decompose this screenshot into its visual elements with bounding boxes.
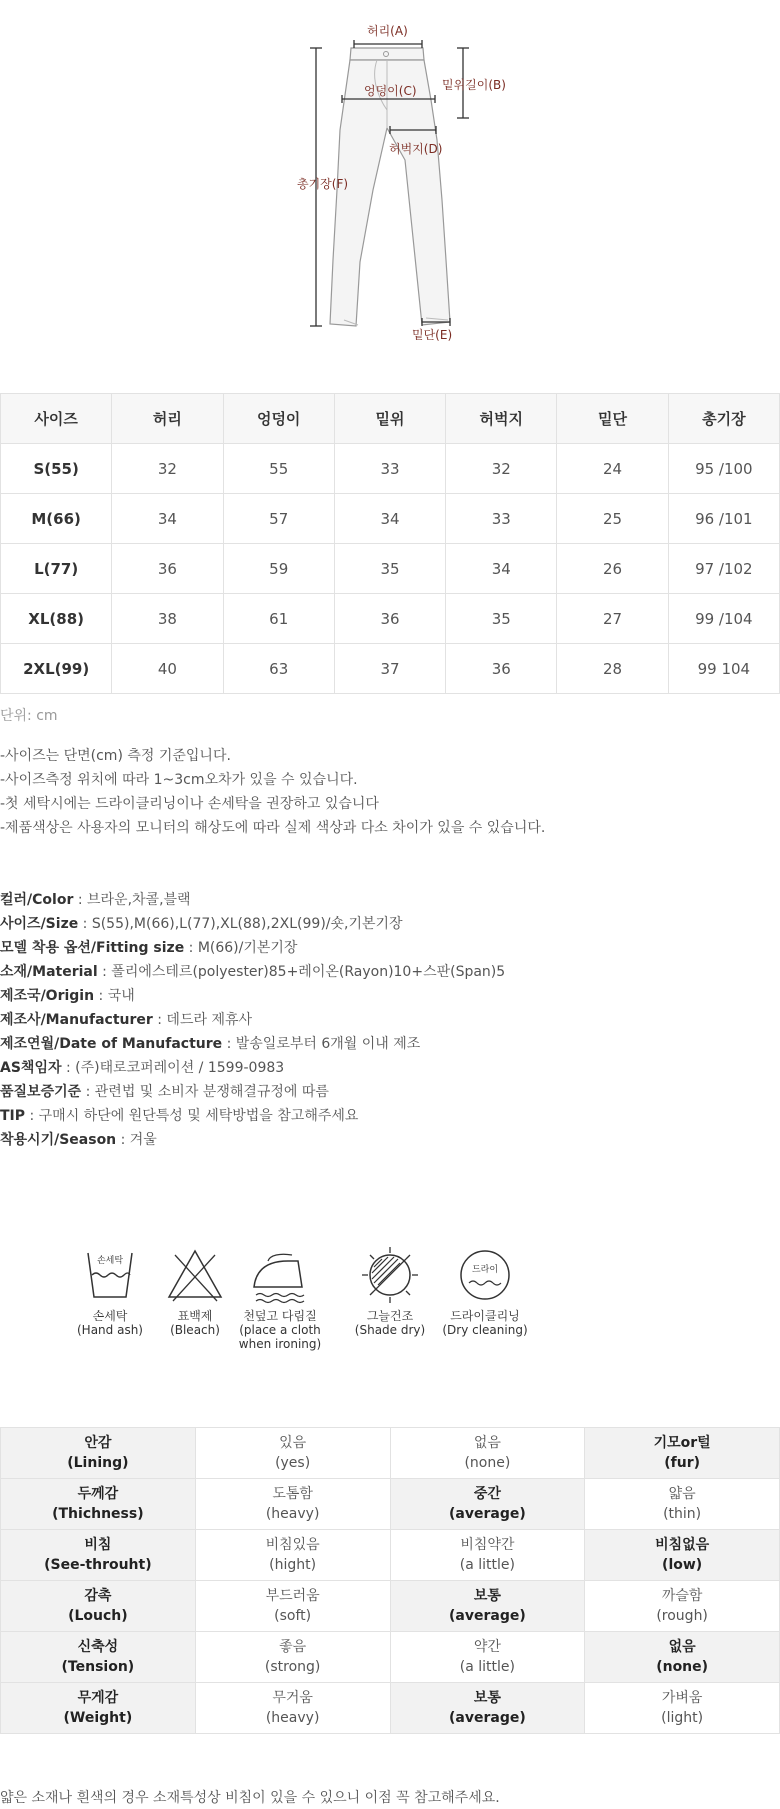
- pants-size-diagram: [0, 0, 780, 380]
- care-label-line: (Shade dry): [354, 1323, 426, 1337]
- option-label-en: (average): [449, 1506, 526, 1522]
- care-label: [230, 1309, 330, 1351]
- care-label-line: 드라이클리닝: [450, 1309, 520, 1323]
- info-key: AS책임자: [0, 1060, 62, 1076]
- option-label-en: (heavy): [265, 1710, 320, 1726]
- rise-label: 밑위길이(B): [442, 78, 506, 92]
- option-label: 보통: [473, 1588, 501, 1604]
- material-option: [195, 1428, 390, 1479]
- option-label-en: (yes): [275, 1455, 311, 1471]
- size-notes: [0, 744, 545, 840]
- option-label-en: (a little): [459, 1659, 515, 1675]
- value-cell: 33: [446, 494, 557, 544]
- option-label: 비침약간: [460, 1537, 515, 1553]
- info-row: [0, 1104, 505, 1128]
- header-cell: 엉덩이: [223, 394, 334, 444]
- size-table: [0, 393, 780, 694]
- material-option: [195, 1479, 390, 1530]
- material-option: [390, 1530, 585, 1581]
- info-key: 사이즈/Size: [0, 916, 79, 932]
- material-row: [1, 1428, 780, 1479]
- option-label: 약간: [473, 1639, 501, 1655]
- thigh-label: 허벅지(D): [389, 142, 443, 156]
- info-value: : S(55),M(66),L(77),XL(88),2XL(99)/숏,기본기장: [78, 916, 403, 932]
- option-label-en: (light): [661, 1710, 704, 1726]
- attribute-label: 감촉: [84, 1588, 112, 1604]
- table-row: [1, 494, 780, 544]
- option-label: 비침있음: [265, 1537, 320, 1553]
- value-cell: 36: [112, 544, 223, 594]
- info-row: [0, 1056, 505, 1080]
- header-cell: 밑위: [334, 394, 445, 444]
- attribute-label: 신축성: [77, 1639, 119, 1655]
- header-cell: 사이즈: [1, 394, 112, 444]
- care-item-shade-dry: [340, 1245, 440, 1337]
- option-label-en: (a little): [459, 1557, 515, 1573]
- info-value: : 국내: [94, 988, 135, 1004]
- see-through-note: 얇은 소재나 흰색의 경우 소재특성상 비침이 있을 수 있으니 이점 꼭 참고해주세요.: [0, 1790, 500, 1806]
- info-row: [0, 936, 505, 960]
- option-label: 얇음: [668, 1486, 696, 1502]
- option-label: 보통: [473, 1690, 501, 1706]
- value-cell: 57: [223, 494, 334, 544]
- material-row: [1, 1530, 780, 1581]
- care-item-iron: [230, 1245, 330, 1351]
- care-label-line: 천덮고 다림질: [243, 1309, 317, 1323]
- value-cell: 26: [557, 544, 668, 594]
- info-value: : 구매시 하단에 원단특성 및 세탁방법을 참고해주세요: [25, 1108, 359, 1124]
- table-row: [1, 644, 780, 694]
- material-option: [195, 1683, 390, 1734]
- option-label-en: (heavy): [265, 1506, 320, 1522]
- care-label-line: when ironing): [238, 1337, 322, 1351]
- value-cell: 36: [334, 594, 445, 644]
- info-key: 제조연월/Date of Manufacture: [0, 1036, 223, 1052]
- size-cell: M(66): [1, 494, 112, 544]
- value-cell: 28: [557, 644, 668, 694]
- value-cell: 59: [223, 544, 334, 594]
- material-row: [1, 1479, 780, 1530]
- attribute-label-en: (Louch): [68, 1608, 128, 1624]
- material-attribute: [1, 1632, 196, 1683]
- material-row: [1, 1683, 780, 1734]
- attribute-label-en: (Weight): [63, 1710, 133, 1726]
- iron-icon: [248, 1245, 312, 1305]
- option-label: 가벼움: [661, 1690, 703, 1706]
- table-row: [1, 594, 780, 644]
- info-row: [0, 1128, 505, 1152]
- info-value: : 관련법 및 소비자 분쟁해결규정에 따름: [81, 1084, 329, 1100]
- care-label-line: (Hand ash): [77, 1323, 143, 1337]
- info-row: [0, 1032, 505, 1056]
- info-value: : 폴리에스테르(polyester)85+레이온(Rayon)10+스판(Span)5: [97, 964, 506, 980]
- material-attribute: [1, 1581, 196, 1632]
- info-row: [0, 960, 505, 984]
- note-line: -제품색상은 사용자의 모니터의 해상도에 따라 실제 색상과 다소 차이가 있을 수 있습니다.: [0, 820, 546, 836]
- info-value: : M(66)/기본기장: [184, 940, 298, 956]
- shade-dry-icon: [360, 1245, 420, 1305]
- value-cell: 99 /104: [668, 594, 779, 644]
- material-option: [585, 1581, 780, 1632]
- option-label-en: (average): [449, 1710, 526, 1726]
- option-label-en: (thin): [663, 1506, 702, 1522]
- size-table-header: [1, 394, 780, 444]
- option-label: 있음: [279, 1435, 307, 1451]
- value-cell: 34: [334, 494, 445, 544]
- option-label-en: (rough): [656, 1608, 708, 1624]
- care-label-line: 손세탁: [92, 1309, 128, 1323]
- info-key: 착용시기/Season: [0, 1132, 117, 1148]
- material-table: [0, 1427, 780, 1734]
- info-row: [0, 1008, 505, 1032]
- value-cell: 34: [112, 494, 223, 544]
- hand-wash-icon: [80, 1245, 140, 1305]
- option-label-en: (soft): [274, 1608, 312, 1624]
- option-label: 기모or털: [653, 1435, 711, 1451]
- material-option-selected: [390, 1683, 585, 1734]
- value-cell: 33: [334, 444, 445, 494]
- header-cell: 총기장: [668, 394, 779, 444]
- note-line: -사이즈측정 위치에 따라 1~3cm오차가 있을 수 있습니다.: [0, 772, 358, 788]
- length-label: 총기장(F): [297, 177, 349, 191]
- option-label: 비침없음: [655, 1537, 710, 1553]
- value-cell: 36: [446, 644, 557, 694]
- material-option: [195, 1530, 390, 1581]
- info-value: : 데드라 제휴사: [152, 1012, 253, 1028]
- info-value: : 브라운,차콜,블랙: [73, 892, 191, 908]
- info-key: 제조국/Origin: [0, 988, 95, 1004]
- size-cell: XL(88): [1, 594, 112, 644]
- info-key: 품질보증기준: [0, 1084, 82, 1100]
- info-row: [0, 912, 505, 936]
- info-value: : (주)태로코퍼레이션 / 1599-0983: [61, 1060, 285, 1076]
- option-label-en: (low): [662, 1557, 703, 1573]
- info-row: [0, 984, 505, 1008]
- header-cell: 허벅지: [446, 394, 557, 444]
- header-cell: 밑단: [557, 394, 668, 444]
- attribute-label-en: (Thichness): [52, 1506, 144, 1522]
- care-instructions: [0, 1245, 780, 1375]
- material-option-selected: [585, 1632, 780, 1683]
- value-cell: 97 /102: [668, 544, 779, 594]
- hip-label: 엉덩이(C): [364, 84, 417, 98]
- option-label-en: (fur): [664, 1455, 700, 1471]
- info-row: [0, 1080, 505, 1104]
- value-cell: 34: [446, 544, 557, 594]
- table-row: [1, 544, 780, 594]
- value-cell: 61: [223, 594, 334, 644]
- header-cell: 허리: [112, 394, 223, 444]
- waist-label: 허리(A): [367, 24, 408, 38]
- value-cell: 38: [112, 594, 223, 644]
- value-cell: 32: [112, 444, 223, 494]
- no-bleach-icon: [165, 1245, 225, 1305]
- dry-clean-icon-text: 드라이: [471, 1265, 499, 1275]
- attribute-label: 안감: [84, 1435, 112, 1451]
- unit-note: 단위: cm: [0, 708, 58, 724]
- hand-wash-icon-text: 손세탁: [96, 1256, 124, 1266]
- option-label-en: (strong): [264, 1659, 321, 1675]
- material-attribute: [1, 1530, 196, 1581]
- table-row: [1, 444, 780, 494]
- material-option: [390, 1632, 585, 1683]
- care-label-line: 표백제: [177, 1309, 213, 1323]
- attribute-label-en: (See-throuht): [44, 1557, 152, 1573]
- option-label: 없음: [473, 1435, 501, 1451]
- info-key: 제조사/Manufacturer: [0, 1012, 153, 1028]
- value-cell: 35: [446, 594, 557, 644]
- value-cell: 24: [557, 444, 668, 494]
- info-key: 소재/Material: [0, 964, 98, 980]
- value-cell: 96 /101: [668, 494, 779, 544]
- size-cell: 2XL(99): [1, 644, 112, 694]
- info-value: : 발송일로부터 6개월 이내 제조: [222, 1036, 421, 1052]
- value-cell: 63: [223, 644, 334, 694]
- hem-label: 밑단(E): [412, 328, 453, 342]
- care-label-line: (Dry cleaning): [442, 1323, 528, 1337]
- note-line: -사이즈는 단면(cm) 측정 기준입니다.: [0, 748, 231, 764]
- material-option: [390, 1428, 585, 1479]
- attribute-label: 비침: [84, 1537, 112, 1553]
- attribute-label-en: (Tension): [61, 1659, 135, 1675]
- attribute-label: 무게감: [77, 1690, 119, 1706]
- material-attribute: [1, 1683, 196, 1734]
- material-option-selected: [585, 1428, 780, 1479]
- pants-illustration: [0, 0, 780, 380]
- value-cell: 32: [446, 444, 557, 494]
- material-attribute: [1, 1428, 196, 1479]
- care-label-line: (place a cloth: [239, 1323, 321, 1337]
- attribute-label-en: (Lining): [67, 1455, 129, 1471]
- option-label-en: (hight): [269, 1557, 317, 1573]
- care-label: [435, 1309, 535, 1337]
- care-label: [340, 1309, 440, 1337]
- material-option: [195, 1632, 390, 1683]
- option-label: 좋음: [279, 1639, 307, 1655]
- value-cell: 37: [334, 644, 445, 694]
- option-label: 부드러움: [265, 1588, 320, 1604]
- material-option: [195, 1581, 390, 1632]
- product-info: [0, 888, 505, 1152]
- material-option-selected: [585, 1530, 780, 1581]
- dry-clean-icon: [455, 1245, 515, 1305]
- material-option-selected: [390, 1581, 585, 1632]
- info-row: [0, 888, 505, 912]
- value-cell: 55: [223, 444, 334, 494]
- care-label-line: (Bleach): [170, 1323, 220, 1337]
- care-item-dry-clean: [435, 1245, 535, 1337]
- care-label-line: 그늘건조: [366, 1309, 414, 1323]
- material-row: [1, 1632, 780, 1683]
- option-label-en: (none): [656, 1659, 709, 1675]
- info-key: 모델 착용 옵션/Fitting size: [0, 940, 185, 956]
- option-label: 중간: [473, 1486, 501, 1502]
- value-cell: 99 104: [668, 644, 779, 694]
- material-option: [585, 1683, 780, 1734]
- option-label-en: (none): [464, 1455, 511, 1471]
- value-cell: 27: [557, 594, 668, 644]
- option-label-en: (average): [449, 1608, 526, 1624]
- attribute-label: 두께감: [77, 1486, 119, 1502]
- info-key: TIP: [0, 1108, 26, 1124]
- size-cell: S(55): [1, 444, 112, 494]
- value-cell: 40: [112, 644, 223, 694]
- value-cell: 25: [557, 494, 668, 544]
- material-attribute: [1, 1479, 196, 1530]
- option-label: 까슬함: [661, 1588, 703, 1604]
- size-cell: L(77): [1, 544, 112, 594]
- value-cell: 95 /100: [668, 444, 779, 494]
- info-key: 컬러/Color: [0, 892, 74, 908]
- material-option-selected: [390, 1479, 585, 1530]
- option-label: 없음: [668, 1639, 696, 1655]
- material-option: [585, 1479, 780, 1530]
- option-label: 무거움: [272, 1690, 313, 1706]
- note-line: -첫 세탁시에는 드라이클리닝이나 손세탁을 권장하고 있습니다: [0, 796, 379, 812]
- info-value: : 겨울: [116, 1132, 157, 1148]
- material-row: [1, 1581, 780, 1632]
- option-label: 도톰함: [272, 1486, 313, 1502]
- value-cell: 35: [334, 544, 445, 594]
